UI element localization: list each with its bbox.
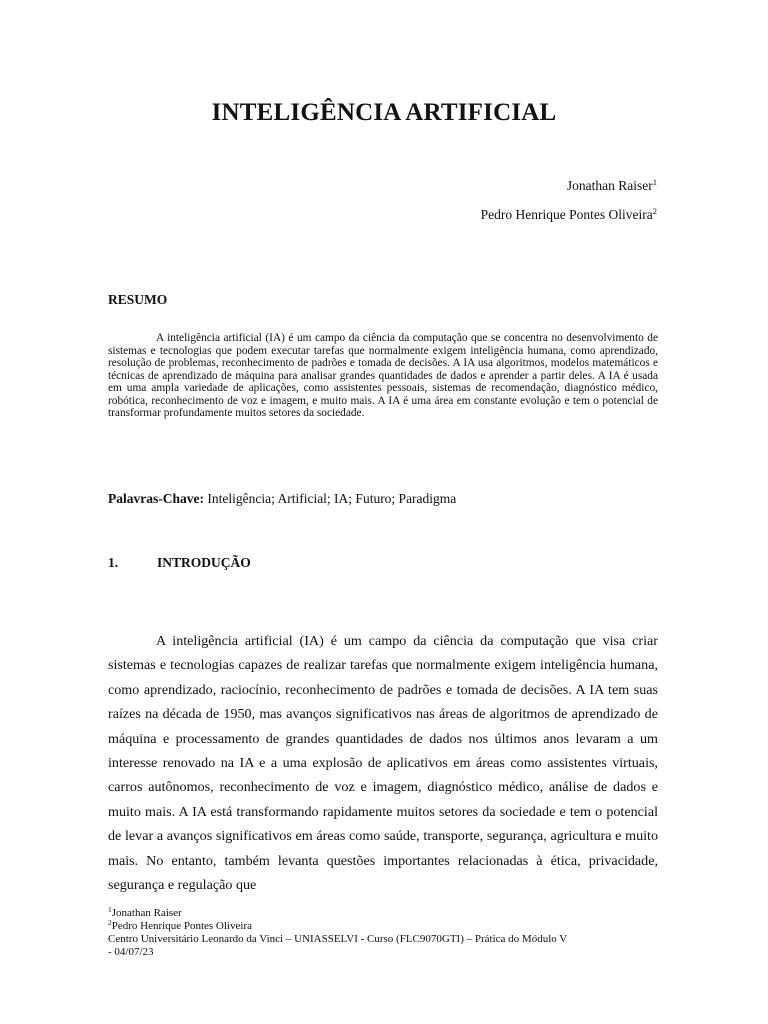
keywords-label: Palavras-Chave: xyxy=(108,491,204,506)
author-1-name: Jonathan Raiser xyxy=(566,178,653,193)
abstract-text: A inteligência artificial (IA) é um campo da ciência da computação que se concentra no desenvolvimento de sistemas e tecnologias que podem executar tarefas que normalmente exigem inteligência humana, como aprendizado, resolução de problemas, reconhecimento de padrões e tomada de decisões. A IA usa algoritmos, modelos matemáticos e técnicas de aprendizado de máquina para analisar grandes quantidades de dados e aprender a partir deles. A IA é usada em uma ampla variedade de aplicações, como assistentes pessoais, sistemas de recomendação, diagnóstico médico, robótica, reconhecimento de voz e imagem, e muito mais. A IA é uma área em constante evolução e tem o potencial de transformar profundamente muitos setores da sociedade. xyxy=(108,332,658,419)
author-2-mark: 2 xyxy=(652,206,657,216)
footnote-1-text: Jonathan Raiser xyxy=(111,907,182,919)
section-title: INTRODUÇÃO xyxy=(157,555,251,570)
abstract-heading: RESUMO xyxy=(108,292,168,307)
affiliation-line-2: - 04/07/23 xyxy=(108,946,154,958)
section-number: 1. xyxy=(108,555,119,570)
footnotes xyxy=(108,907,668,959)
affiliation-line-1: Centro Universitário Leonardo da Vinci – UNIASSELVI - Curso (FLC9070GTI) – Prática do Módulo V xyxy=(108,933,568,945)
author-1 xyxy=(567,178,657,194)
footnote-2-text: Pedro Henrique Pontes Oliveira xyxy=(111,920,252,932)
author-2 xyxy=(481,207,657,223)
footnote-2-mark: 2 xyxy=(108,918,112,927)
keywords-value: Inteligência; Artificial; IA; Futuro; Paradigma xyxy=(207,491,457,506)
author-2-name: Pedro Henrique Pontes Oliveira xyxy=(480,207,653,222)
footnote-2 xyxy=(108,920,668,933)
footnote-1 xyxy=(108,907,668,920)
introduction-text: A inteligência artificial (IA) é um campo da ciência da computação que visa criar sistemas e tecnologias capazes de realizar tarefas que normalmente exigem inteligência humana, como aprendizado, raciocínio, reconhecimento de padrões e tomada de decisões. A IA tem suas raízes na década de 1950, mas avanços significativos nas áreas de algoritmos de aprendizado de máquina e processamento de grandes quantidades de dados nos últimos anos levaram a um interesse renovado na IA e a uma explosão de aplicativos em áreas como assistentes virtuais, carros autônomos, reconhecimento de voz e imagem, diagnóstico médico, análise de dados e muito mais. A IA está transformando rapidamente muitos setores da sociedade e tem o potencial de levar a avanços significativos em áreas como saúde, transporte, segurança, agricultura e muito mais. No entanto, também levanta questões importantes relacionadas à ética, privacidade, segurança e regulação que xyxy=(108,633,658,894)
footnote-1-mark: 1 xyxy=(108,905,112,914)
author-1-mark: 1 xyxy=(652,177,657,187)
paper-title: INTELIGÊNCIA ARTIFICIAL xyxy=(211,99,557,126)
keywords xyxy=(108,491,456,507)
